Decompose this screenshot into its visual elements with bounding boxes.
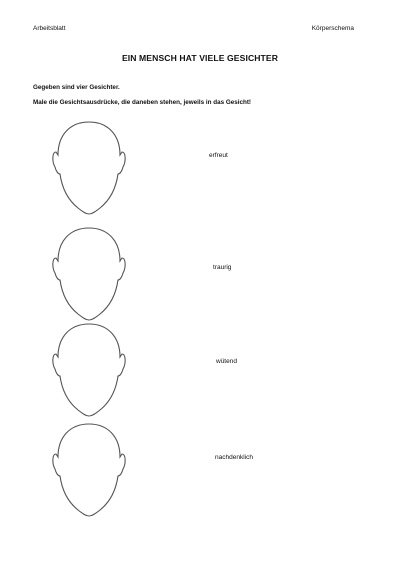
- header-right-label: Körperschema: [311, 25, 354, 32]
- face-row-2: [0, 224, 400, 324]
- face-row-1: [0, 118, 400, 218]
- header-left-label: Arbeitsblatt: [33, 25, 66, 32]
- face-outline-2[interactable]: [48, 224, 130, 324]
- worksheet-title: EIN MENSCH HAT VIELE GESICHTER: [121, 53, 279, 63]
- face-row-3: [0, 320, 400, 420]
- face-outline-1[interactable]: [48, 118, 130, 218]
- face-outline-3[interactable]: [48, 320, 130, 420]
- face-row-4: [0, 420, 400, 520]
- emotion-label-1: erfreut: [209, 152, 228, 159]
- emotion-label-3: wütend: [216, 358, 237, 365]
- face-outline-4[interactable]: [48, 420, 130, 520]
- emotion-label-4: nachdenklich: [215, 454, 253, 461]
- emotion-label-2: traurig: [213, 264, 232, 271]
- instruction-line-2: Male die Gesichtsausdrücke, die daneben stehen, jeweils in das Gesicht!: [33, 99, 252, 106]
- instruction-line-1: Gegeben sind vier Gesichter.: [33, 84, 120, 91]
